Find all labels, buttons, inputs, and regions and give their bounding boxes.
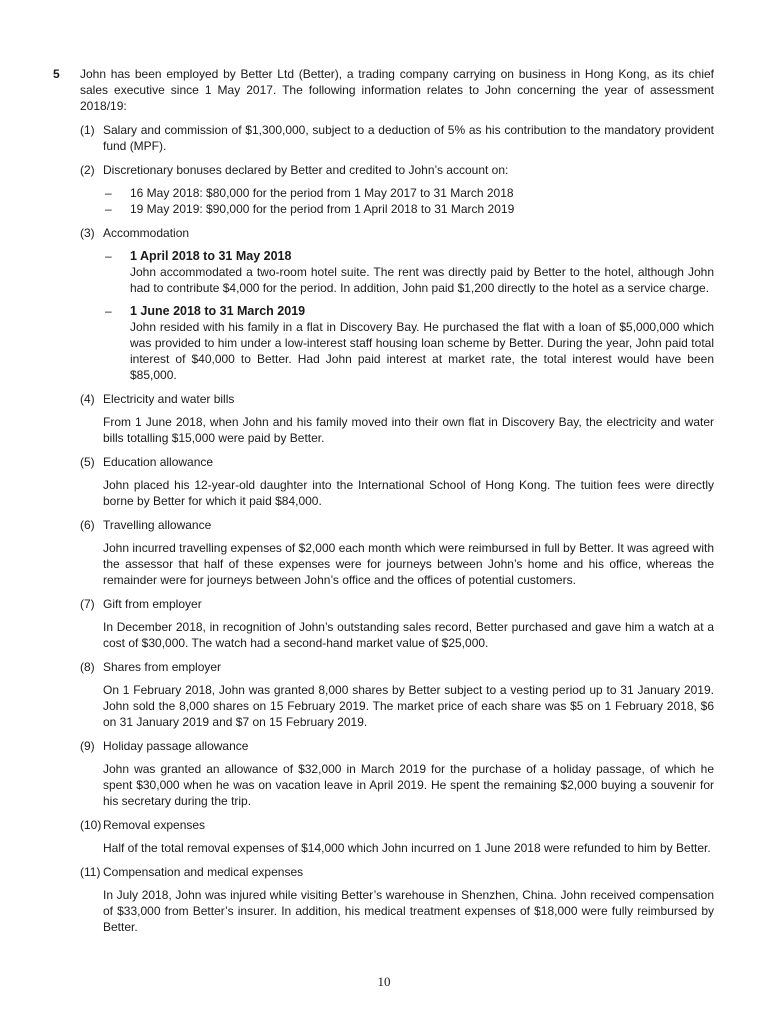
item-title: Education allowance — [103, 455, 214, 469]
list-item-text: 19 May 2019: $90,000 for the period from 1 April 2018 to 31 March 2019 — [130, 202, 515, 216]
item-removal — [53, 817, 714, 856]
item-number: (11) — [80, 865, 101, 879]
item-number: (4) — [80, 392, 95, 406]
period-text: John accommodated a two-room hotel suite. The rent was directly paid by Better to the hotel, although John had to contribute $4,000 for the period. In addition, John paid $1,200 directly to the hotel as a service charge. — [130, 265, 714, 295]
item-text: In July 2018, John was injured while visiting Better’s warehouse in Shenzhen, China. John received compensation of $33,000 from Better’s insurer. In addition, his medical treatment expenses of $18,000 were fully reimbursed by Better. — [103, 888, 714, 934]
item-text: Salary and commission of $1,300,000, subject to a deduction of 5% as his contribution to the mandatory provident fund (MPF). — [103, 123, 714, 153]
item-number: (8) — [80, 660, 95, 674]
accommodation-period-1 — [103, 248, 714, 296]
item-title: Removal expenses — [103, 818, 206, 832]
question-content — [53, 66, 714, 935]
page-number: 10 — [377, 974, 391, 989]
item-shares — [53, 659, 714, 730]
item-holiday-passage — [53, 738, 714, 809]
item-number: (2) — [80, 163, 95, 177]
item-travelling — [53, 517, 714, 588]
item-number: (7) — [80, 597, 95, 611]
item-number: (10) — [80, 818, 102, 832]
accommodation-period-2 — [103, 303, 714, 383]
question-intro: John has been employed by Better Ltd (Better), a trading company carrying on business in Hong Kong, as its chief sales executive since 1 May 2017. The following information relates to John concerning the year of assessment 2018/19: — [80, 67, 714, 113]
item-title: Travelling allowance — [103, 518, 212, 532]
period-heading: 1 June 2018 to 31 March 2019 — [130, 304, 306, 318]
item-education — [53, 454, 714, 509]
dash-bullet: – — [105, 202, 112, 216]
item-text: Discretionary bonuses declared by Better and credited to John’s account on: — [103, 163, 509, 177]
question-5 — [53, 66, 714, 114]
item-title: Shares from employer — [103, 660, 222, 674]
dash-bullet: – — [105, 186, 112, 200]
item-gift — [53, 596, 714, 651]
item-bonuses — [53, 162, 714, 217]
item-number: (1) — [80, 123, 95, 137]
item-text: John was granted an allowance of $32,000 in March 2019 for the purchase of a holiday passage, of which he spent $30,000 when he was on vacation leave in April 2019. He spent the remaining $2,000 buying a souvenir for his secretary during the trip. — [103, 762, 714, 808]
item-text: In December 2018, in recognition of John’s outstanding sales record, Better purchased and gave him a watch at a cost of $30,000. The watch had a second-hand market value of $25,000. — [103, 620, 714, 650]
item-title: Accommodation — [103, 226, 190, 240]
item-number: (9) — [80, 739, 95, 753]
item-electricity-water — [53, 391, 714, 446]
period-heading: 1 April 2018 to 31 May 2018 — [130, 249, 292, 263]
item-number: (6) — [80, 518, 95, 532]
item-number: (3) — [80, 226, 95, 240]
item-text: Half of the total removal expenses of $14,000 which John incurred on 1 June 2018 were refunded to him by Better. — [103, 841, 711, 855]
item-text: On 1 February 2018, John was granted 8,000 shares by Better subject to a vesting period up to 31 January 2019. John sold the 8,000 shares on 15 February 2019. The market price of each share was $5 on 1 February 2018, $6 on 31 January 2019 and $7 on 15 February 2019. — [103, 683, 714, 729]
item-title: Compensation and medical expenses — [103, 865, 304, 879]
item-text: From 1 June 2018, when John and his family moved into their own flat in Discovery Bay, the electricity and water bills totalling $15,000 were paid by Better. — [103, 415, 714, 445]
question-number: 5 — [53, 67, 60, 81]
item-number: (5) — [80, 455, 95, 469]
list-item — [103, 201, 714, 217]
period-text: John resided with his family in a flat in Discovery Bay. He purchased the flat with a loan of $5,000,000 which was provided to him under a low-interest staff housing loan scheme by Better. During the year, John paid total interest of $40,000 to Better. Had John paid interest at market rate, the total interest would have been $85,000. — [130, 320, 714, 382]
list-item — [103, 185, 714, 201]
item-salary — [53, 122, 714, 154]
dash-bullet: – — [105, 249, 112, 263]
list-item-text: 16 May 2018: $80,000 for the period from 1 May 2017 to 31 March 2018 — [130, 186, 514, 200]
dash-bullet: – — [105, 304, 112, 318]
item-compensation-medical — [53, 864, 714, 935]
item-title: Gift from employer — [103, 597, 202, 611]
item-text: John incurred travelling expenses of $2,000 each month which were reimbursed in full by Better. It was agreed with the assessor that half of these expenses were for journeys between John’s home and his office, whereas the remainder were for journeys between John’s office and the offices of potential customers. — [103, 541, 714, 587]
item-text: John placed his 12-year-old daughter into the International School of Hong Kong. The tuition fees were directly borne by Better for which it paid $84,000. — [103, 478, 714, 508]
item-accommodation — [53, 225, 714, 383]
item-title: Holiday passage allowance — [103, 739, 249, 753]
bonus-list — [103, 185, 714, 217]
item-title: Electricity and water bills — [103, 392, 235, 406]
